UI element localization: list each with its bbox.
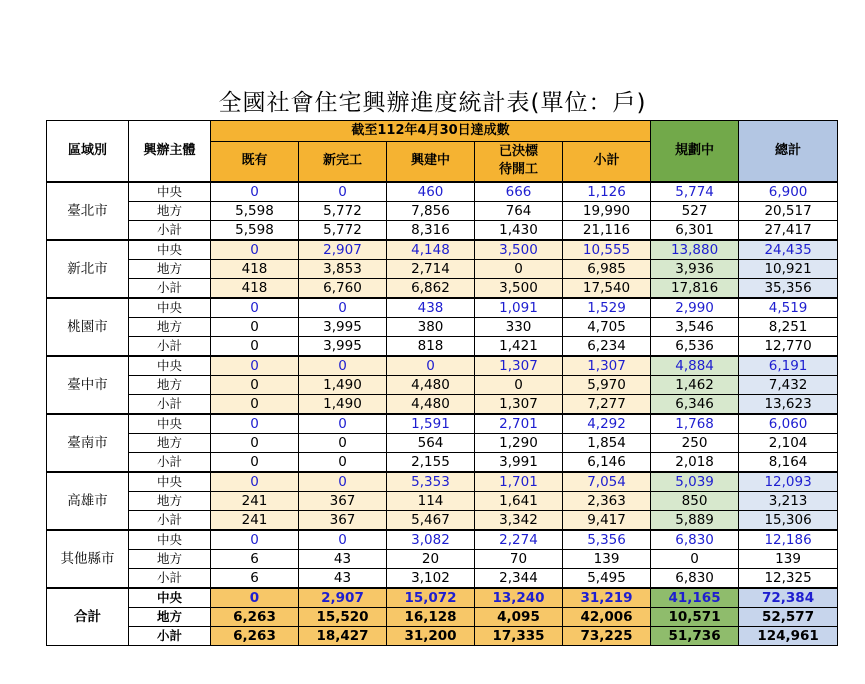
cell-new-completed: 18,427 bbox=[299, 626, 387, 645]
header-subtotal: 小計 bbox=[563, 142, 651, 182]
cell-existing: 418 bbox=[211, 259, 299, 278]
cell-subtotal: 6,985 bbox=[563, 259, 651, 278]
cell-subtotal: 6,146 bbox=[563, 452, 651, 472]
agency-cell: 地方 bbox=[129, 607, 211, 626]
cell-subtotal: 6,234 bbox=[563, 336, 651, 356]
cell-planning: 5,774 bbox=[651, 182, 739, 202]
cell-existing: 0 bbox=[211, 433, 299, 452]
cell-new-completed: 0 bbox=[299, 530, 387, 550]
cell-new-completed: 43 bbox=[299, 568, 387, 588]
cell-total: 8,251 bbox=[739, 317, 838, 336]
cell-existing: 0 bbox=[211, 298, 299, 318]
cell-under-construction: 4,480 bbox=[387, 375, 475, 394]
cell-tendered: 1,091 bbox=[475, 298, 563, 318]
cell-tendered: 3,500 bbox=[475, 278, 563, 298]
cell-planning: 41,165 bbox=[651, 588, 739, 608]
table-row bbox=[47, 549, 838, 568]
agency-cell: 中央 bbox=[129, 588, 211, 608]
cell-new-completed: 5,772 bbox=[299, 201, 387, 220]
cell-under-construction: 818 bbox=[387, 336, 475, 356]
cell-subtotal: 2,363 bbox=[563, 491, 651, 510]
cell-total: 139 bbox=[739, 549, 838, 568]
cell-tendered: 1,307 bbox=[475, 356, 563, 376]
table-row bbox=[47, 336, 838, 356]
cell-under-construction: 2,155 bbox=[387, 452, 475, 472]
cell-tendered: 4,095 bbox=[475, 607, 563, 626]
table-row bbox=[47, 626, 838, 645]
agency-cell: 地方 bbox=[129, 201, 211, 220]
cell-existing: 0 bbox=[211, 356, 299, 376]
cell-tendered: 3,500 bbox=[475, 240, 563, 260]
cell-existing: 6,263 bbox=[211, 607, 299, 626]
cell-tendered: 0 bbox=[475, 259, 563, 278]
cell-subtotal: 1,307 bbox=[563, 356, 651, 376]
cell-under-construction: 1,591 bbox=[387, 414, 475, 434]
agency-cell: 中央 bbox=[129, 182, 211, 202]
table-row bbox=[47, 220, 838, 240]
table-row bbox=[47, 317, 838, 336]
cell-total: 6,900 bbox=[739, 182, 838, 202]
cell-existing: 0 bbox=[211, 317, 299, 336]
cell-subtotal: 5,495 bbox=[563, 568, 651, 588]
cell-tendered: 17,335 bbox=[475, 626, 563, 645]
cell-new-completed: 367 bbox=[299, 491, 387, 510]
cell-planning: 6,301 bbox=[651, 220, 739, 240]
cell-existing: 0 bbox=[211, 588, 299, 608]
cell-subtotal: 7,277 bbox=[563, 394, 651, 414]
cell-under-construction: 4,148 bbox=[387, 240, 475, 260]
cell-total: 24,435 bbox=[739, 240, 838, 260]
cell-existing: 6,263 bbox=[211, 626, 299, 645]
cell-existing: 0 bbox=[211, 375, 299, 394]
cell-new-completed: 3,995 bbox=[299, 336, 387, 356]
cell-under-construction: 20 bbox=[387, 549, 475, 568]
cell-total: 12,093 bbox=[739, 472, 838, 492]
cell-subtotal: 73,225 bbox=[563, 626, 651, 645]
agency-cell: 小計 bbox=[129, 394, 211, 414]
cell-subtotal: 17,540 bbox=[563, 278, 651, 298]
agency-cell: 地方 bbox=[129, 317, 211, 336]
table-row bbox=[47, 530, 838, 550]
cell-planning: 3,936 bbox=[651, 259, 739, 278]
cell-tendered: 1,421 bbox=[475, 336, 563, 356]
cell-subtotal: 10,555 bbox=[563, 240, 651, 260]
cell-new-completed: 2,907 bbox=[299, 240, 387, 260]
region-name: 臺北市 bbox=[47, 182, 129, 240]
cell-new-completed: 3,853 bbox=[299, 259, 387, 278]
cell-new-completed: 0 bbox=[299, 452, 387, 472]
cell-total: 6,191 bbox=[739, 356, 838, 376]
table-row bbox=[47, 356, 838, 376]
cell-total: 7,432 bbox=[739, 375, 838, 394]
cell-planning: 4,884 bbox=[651, 356, 739, 376]
cell-tendered: 0 bbox=[475, 375, 563, 394]
cell-under-construction: 114 bbox=[387, 491, 475, 510]
cell-planning: 5,889 bbox=[651, 510, 739, 530]
region-name: 臺中市 bbox=[47, 356, 129, 414]
header-new-completed: 新完工 bbox=[299, 142, 387, 182]
table-row bbox=[47, 375, 838, 394]
cell-planning: 0 bbox=[651, 549, 739, 568]
cell-under-construction: 0 bbox=[387, 356, 475, 376]
cell-new-completed: 6,760 bbox=[299, 278, 387, 298]
agency-cell: 地方 bbox=[129, 433, 211, 452]
table-row bbox=[47, 278, 838, 298]
cell-total: 35,356 bbox=[739, 278, 838, 298]
cell-total: 6,060 bbox=[739, 414, 838, 434]
cell-under-construction: 2,714 bbox=[387, 259, 475, 278]
table-row bbox=[47, 259, 838, 278]
cell-tendered: 1,701 bbox=[475, 472, 563, 492]
agency-cell: 小計 bbox=[129, 452, 211, 472]
cell-under-construction: 7,856 bbox=[387, 201, 475, 220]
table-row bbox=[47, 182, 838, 202]
cell-new-completed: 0 bbox=[299, 356, 387, 376]
cell-subtotal: 7,054 bbox=[563, 472, 651, 492]
cell-planning: 1,768 bbox=[651, 414, 739, 434]
cell-total: 15,306 bbox=[739, 510, 838, 530]
cell-under-construction: 438 bbox=[387, 298, 475, 318]
cell-planning: 850 bbox=[651, 491, 739, 510]
cell-total: 4,519 bbox=[739, 298, 838, 318]
cell-new-completed: 15,520 bbox=[299, 607, 387, 626]
header-total: 總計 bbox=[739, 121, 838, 182]
cell-total: 10,921 bbox=[739, 259, 838, 278]
table-title: 全國社會住宅興辦進度統計表(單位：戶) bbox=[218, 90, 647, 116]
cell-total: 12,186 bbox=[739, 530, 838, 550]
agency-cell: 小計 bbox=[129, 336, 211, 356]
cell-under-construction: 5,467 bbox=[387, 510, 475, 530]
cell-tendered: 330 bbox=[475, 317, 563, 336]
agency-cell: 地方 bbox=[129, 491, 211, 510]
agency-cell: 中央 bbox=[129, 414, 211, 434]
table-row bbox=[47, 472, 838, 492]
cell-new-completed: 5,772 bbox=[299, 220, 387, 240]
agency-cell: 小計 bbox=[129, 568, 211, 588]
table-row bbox=[47, 240, 838, 260]
header-region: 區域別 bbox=[47, 121, 129, 182]
table-row bbox=[47, 588, 838, 608]
cell-planning: 13,880 bbox=[651, 240, 739, 260]
table-row bbox=[47, 491, 838, 510]
cell-planning: 2,990 bbox=[651, 298, 739, 318]
cell-planning: 2,018 bbox=[651, 452, 739, 472]
cell-under-construction: 15,072 bbox=[387, 588, 475, 608]
region-name: 其他縣市 bbox=[47, 530, 129, 588]
header-tendered-line1: 已決標 bbox=[498, 144, 538, 160]
cell-planning: 10,571 bbox=[651, 607, 739, 626]
header-existing: 既有 bbox=[211, 142, 299, 182]
cell-total: 52,577 bbox=[739, 607, 838, 626]
table-row bbox=[47, 607, 838, 626]
cell-planning: 6,830 bbox=[651, 530, 739, 550]
cell-under-construction: 4,480 bbox=[387, 394, 475, 414]
cell-tendered: 2,274 bbox=[475, 530, 563, 550]
cell-tendered: 1,290 bbox=[475, 433, 563, 452]
cell-tendered: 13,240 bbox=[475, 588, 563, 608]
cell-total: 27,417 bbox=[739, 220, 838, 240]
cell-total: 2,104 bbox=[739, 433, 838, 452]
cell-existing: 0 bbox=[211, 472, 299, 492]
cell-existing: 241 bbox=[211, 491, 299, 510]
table-row bbox=[47, 394, 838, 414]
cell-subtotal: 1,854 bbox=[563, 433, 651, 452]
cell-existing: 241 bbox=[211, 510, 299, 530]
cell-total: 3,213 bbox=[739, 491, 838, 510]
header-tendered-line2: 待開工 bbox=[498, 162, 538, 178]
cell-planning: 51,736 bbox=[651, 626, 739, 645]
agency-cell: 中央 bbox=[129, 530, 211, 550]
cell-tendered: 70 bbox=[475, 549, 563, 568]
cell-total: 20,517 bbox=[739, 201, 838, 220]
agency-cell: 地方 bbox=[129, 259, 211, 278]
cell-existing: 0 bbox=[211, 530, 299, 550]
cell-subtotal: 19,990 bbox=[563, 201, 651, 220]
cell-planning: 5,039 bbox=[651, 472, 739, 492]
cell-subtotal: 139 bbox=[563, 549, 651, 568]
cell-planning: 1,462 bbox=[651, 375, 739, 394]
cell-under-construction: 380 bbox=[387, 317, 475, 336]
header-group: 截至112年4月30日達成數 bbox=[211, 121, 651, 142]
table-body bbox=[47, 182, 838, 646]
cell-existing: 0 bbox=[211, 240, 299, 260]
cell-total: 13,623 bbox=[739, 394, 838, 414]
cell-planning: 6,830 bbox=[651, 568, 739, 588]
cell-planning: 17,816 bbox=[651, 278, 739, 298]
social-housing-table bbox=[46, 120, 838, 646]
cell-subtotal: 5,356 bbox=[563, 530, 651, 550]
cell-tendered: 2,701 bbox=[475, 414, 563, 434]
table-row bbox=[47, 510, 838, 530]
cell-tendered: 1,641 bbox=[475, 491, 563, 510]
cell-subtotal: 1,126 bbox=[563, 182, 651, 202]
cell-subtotal: 4,292 bbox=[563, 414, 651, 434]
header-under-construction: 興建中 bbox=[387, 142, 475, 182]
cell-new-completed: 0 bbox=[299, 298, 387, 318]
header-tendered bbox=[475, 142, 563, 182]
cell-tendered: 1,307 bbox=[475, 394, 563, 414]
cell-existing: 0 bbox=[211, 182, 299, 202]
agency-cell: 小計 bbox=[129, 220, 211, 240]
header-planning: 規劃中 bbox=[651, 121, 739, 182]
cell-planning: 6,536 bbox=[651, 336, 739, 356]
cell-total: 12,770 bbox=[739, 336, 838, 356]
region-name: 桃園市 bbox=[47, 298, 129, 356]
cell-subtotal: 21,116 bbox=[563, 220, 651, 240]
agency-cell: 小計 bbox=[129, 626, 211, 645]
table-row bbox=[47, 433, 838, 452]
cell-new-completed: 2,907 bbox=[299, 588, 387, 608]
cell-new-completed: 0 bbox=[299, 433, 387, 452]
cell-new-completed: 0 bbox=[299, 182, 387, 202]
cell-subtotal: 1,529 bbox=[563, 298, 651, 318]
cell-under-construction: 3,082 bbox=[387, 530, 475, 550]
cell-total: 72,384 bbox=[739, 588, 838, 608]
cell-total: 12,325 bbox=[739, 568, 838, 588]
cell-total: 124,961 bbox=[739, 626, 838, 645]
table-row bbox=[47, 298, 838, 318]
table-row bbox=[47, 201, 838, 220]
cell-new-completed: 1,490 bbox=[299, 394, 387, 414]
region-name: 臺南市 bbox=[47, 414, 129, 472]
cell-total: 8,164 bbox=[739, 452, 838, 472]
cell-existing: 6 bbox=[211, 568, 299, 588]
agency-cell: 地方 bbox=[129, 549, 211, 568]
cell-tendered: 666 bbox=[475, 182, 563, 202]
agency-cell: 中央 bbox=[129, 356, 211, 376]
cell-existing: 5,598 bbox=[211, 220, 299, 240]
cell-planning: 527 bbox=[651, 201, 739, 220]
cell-new-completed: 0 bbox=[299, 414, 387, 434]
cell-existing: 0 bbox=[211, 394, 299, 414]
cell-under-construction: 3,102 bbox=[387, 568, 475, 588]
cell-subtotal: 5,970 bbox=[563, 375, 651, 394]
cell-existing: 0 bbox=[211, 452, 299, 472]
cell-subtotal: 31,219 bbox=[563, 588, 651, 608]
agency-cell: 地方 bbox=[129, 375, 211, 394]
cell-new-completed: 43 bbox=[299, 549, 387, 568]
cell-under-construction: 460 bbox=[387, 182, 475, 202]
cell-under-construction: 31,200 bbox=[387, 626, 475, 645]
cell-subtotal: 9,417 bbox=[563, 510, 651, 530]
agency-cell: 中央 bbox=[129, 298, 211, 318]
agency-cell: 小計 bbox=[129, 510, 211, 530]
agency-cell: 中央 bbox=[129, 472, 211, 492]
cell-existing: 6 bbox=[211, 549, 299, 568]
agency-cell: 小計 bbox=[129, 278, 211, 298]
region-name: 高雄市 bbox=[47, 472, 129, 530]
cell-new-completed: 367 bbox=[299, 510, 387, 530]
cell-new-completed: 3,995 bbox=[299, 317, 387, 336]
cell-under-construction: 5,353 bbox=[387, 472, 475, 492]
cell-planning: 6,346 bbox=[651, 394, 739, 414]
cell-tendered: 3,342 bbox=[475, 510, 563, 530]
table-row bbox=[47, 414, 838, 434]
table-row bbox=[47, 452, 838, 472]
agency-cell: 中央 bbox=[129, 240, 211, 260]
cell-tendered: 1,430 bbox=[475, 220, 563, 240]
cell-existing: 5,598 bbox=[211, 201, 299, 220]
cell-existing: 0 bbox=[211, 414, 299, 434]
table-row bbox=[47, 568, 838, 588]
region-name: 合計 bbox=[47, 588, 129, 646]
cell-existing: 0 bbox=[211, 336, 299, 356]
cell-subtotal: 4,705 bbox=[563, 317, 651, 336]
cell-under-construction: 8,316 bbox=[387, 220, 475, 240]
cell-under-construction: 564 bbox=[387, 433, 475, 452]
cell-new-completed: 0 bbox=[299, 472, 387, 492]
cell-planning: 3,546 bbox=[651, 317, 739, 336]
region-name: 新北市 bbox=[47, 240, 129, 298]
cell-under-construction: 6,862 bbox=[387, 278, 475, 298]
header-agency: 興辦主體 bbox=[129, 121, 211, 182]
cell-planning: 250 bbox=[651, 433, 739, 452]
cell-new-completed: 1,490 bbox=[299, 375, 387, 394]
cell-subtotal: 42,006 bbox=[563, 607, 651, 626]
cell-tendered: 3,991 bbox=[475, 452, 563, 472]
cell-existing: 418 bbox=[211, 278, 299, 298]
cell-under-construction: 16,128 bbox=[387, 607, 475, 626]
cell-tendered: 2,344 bbox=[475, 568, 563, 588]
cell-tendered: 764 bbox=[475, 201, 563, 220]
